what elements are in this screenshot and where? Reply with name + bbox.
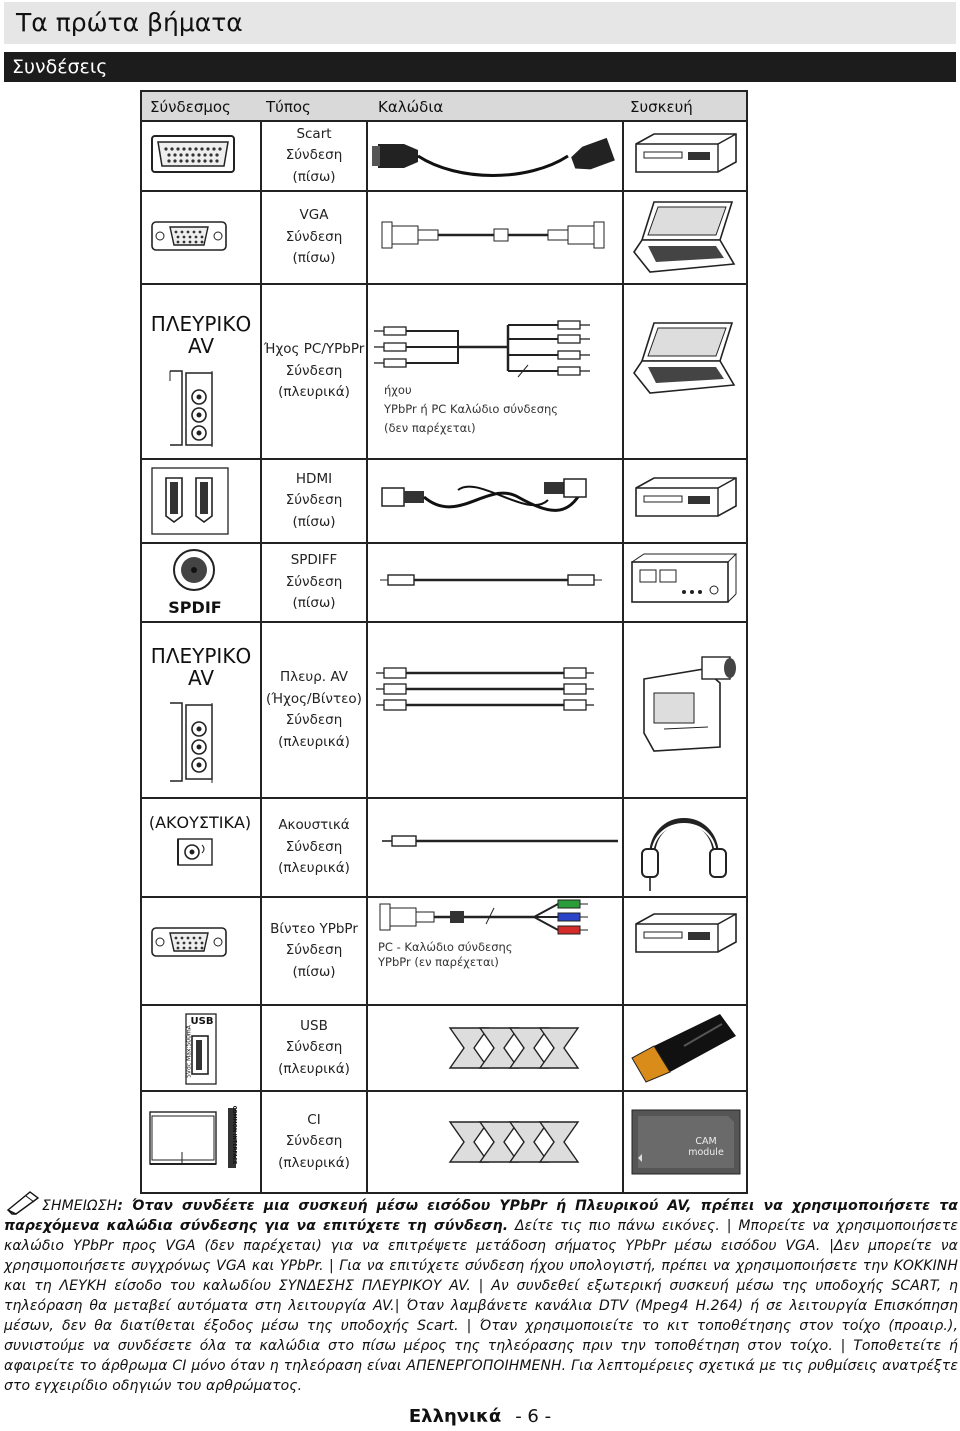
table-row-side-av (142, 623, 746, 797)
connector-cell (142, 1006, 260, 1090)
type-line: (πλευρικά) (278, 384, 350, 401)
laptop-icon (624, 192, 746, 283)
device-cell (624, 898, 746, 1004)
type-line: (πλευρικά) (278, 860, 350, 877)
cable-note-line: YPbPr (εν παρέχεται) (378, 955, 499, 969)
device-label-line: CAM (695, 1136, 717, 1147)
type-line: Scart (296, 125, 332, 142)
footer-language: Ελληνικά (408, 1406, 502, 1427)
type-line: Ήχος PC/YPbPr (263, 341, 365, 358)
usb-stick-icon (624, 1006, 746, 1090)
type-line: Σύνδεση (285, 1133, 343, 1150)
spdif-cable-icon (368, 544, 622, 621)
type-line: Σύνδεση (285, 147, 343, 164)
connector-sublabel: COMMON INTERFACE (231, 1105, 237, 1165)
connector-sublabel: 5Vdc Max:500mA (185, 1025, 193, 1078)
cable-note (378, 940, 513, 970)
device-cell (624, 623, 746, 797)
type-line: Σύνδεση (285, 492, 343, 509)
page-title-bar (4, 2, 956, 44)
type-line: Σύνδεση (285, 838, 343, 855)
cable-note (384, 381, 558, 438)
type-line: (Ήχος/Βίντεο) (266, 690, 362, 707)
table-row-hdmi (142, 460, 746, 542)
type-line: Σύνδεση (285, 942, 343, 959)
cable-cell (368, 1006, 622, 1090)
note-bold: : Όταν συνδέετε μια συσκευή μέσω εισόδου YPbPr ή Πλευρικού AV, πρέπει να χρησιμοποιήσετε τα παρεχόμενα καλώδια σύνδεσης για να επιτύχετε τη σύνδεση. (4, 1198, 958, 1234)
dvd-player-icon (624, 460, 746, 542)
camcorder-icon (624, 623, 746, 797)
type-line: CI (307, 1111, 321, 1128)
type-cell (262, 460, 366, 542)
type-line: (πίσω) (292, 595, 336, 612)
device-label-line: module (688, 1147, 724, 1158)
type-line: Ακουστικά (278, 817, 350, 834)
note-body: Δείτε τις πιο πάνω εικόνες. | Μπορείτε να χρησιμοποιήσετε καλώδιο YPbPr προς VGA (δεν παρέχεται) για να επιτρέψετε μετάδοση σήματος YPbPr μέσω εισόδου VGA. |Δεν μπορείτε να χρησιμοποιήσετε συγχρόνως VGA και YPbPr. | Για να επιτύχετε σύνδεση ήχου υπολογιστή, πρέπει να χρησιμοποιήσετε την ΚΟΚΚΙΝΗ και τη ΛΕΥΚΗ είσοδο του καλωδίου ΣΥΝΔΕΣΗΣ ΠΛΕΥΡΙΚΟΥ AV. | Αν συνδεθεί εξωτερική συσκευή μέσω της υποδοχής SCART, η τηλεόραση θα μεταβεί αυτόματα στη λειτουργία AV.| Όταν λαμβάνετε κανάλια DTV (Mpeg4 H.264) ή σε λειτουργία Επισκόπηση μέσων, δεν θα διατίθεται έξοδος μέσω της υποδοχής Scart. | Όταν χρησιμοποιείτε το κιτ τοποθέτησης στον τοίχο (προαιρ.), συνιστούμε να συνδέσετε όλα τα καλώδια στο πίσω μέρος της τηλεόρασης πριν την τοποθέτηση στον τοίχο. | Τοποθετείτε ή αφαιρείτε το άρθρωμα CI μόνο όταν η τηλεόραση είναι ΑΠΕΝΕΡΓΟΠΟΙΗΜΕΝΗ. Για λεπτομέρειες σχετικά με τις ρυθμίσεις ανατρέξτε στο εγχειρίδιο οδηγιών του αρθρώματος. (4, 1218, 958, 1394)
hdmi-ports-icon (142, 460, 260, 542)
vga-port-icon (142, 898, 260, 1004)
cable-note-line: ήχου (384, 383, 412, 397)
type-line: (πλευρικά) (278, 733, 350, 750)
type-line: (πλευρικά) (278, 1060, 350, 1077)
type-line: (πίσω) (292, 168, 336, 185)
type-line: VGA (299, 207, 329, 224)
type-line: Σύνδεση (285, 228, 343, 245)
av-rca-cable-icon (368, 623, 622, 797)
type-cell (262, 544, 366, 621)
type-line: Σύνδεση (285, 712, 343, 728)
laptop-icon (624, 285, 746, 458)
type-cell (262, 799, 366, 896)
connector-cell (142, 122, 260, 190)
connector-cell (142, 623, 260, 797)
page-footer (0, 1406, 960, 1427)
page-title: Τα πρώτα βήματα (16, 8, 243, 37)
device-cell (624, 285, 746, 458)
type-line: (πίσω) (292, 250, 336, 267)
cable-note-line: PC - Καλώδιο σύνδεσης (378, 940, 513, 954)
cable-cell (368, 898, 622, 1004)
vga-cable-icon (368, 192, 622, 283)
ci-slot-icon (142, 1092, 260, 1192)
header-cables: Καλώδια (378, 98, 444, 116)
cable-note-line: (δεν παρέχεται) (384, 421, 476, 435)
device-cell (624, 799, 746, 896)
cable-cell (368, 192, 622, 283)
scart-cable-icon (368, 122, 622, 190)
connector-cell (142, 544, 260, 621)
type-cell (262, 1092, 366, 1192)
dvd-player-icon (624, 122, 746, 190)
table-header (142, 92, 746, 122)
header-type: Τύπος (266, 98, 311, 116)
type-cell (262, 623, 366, 797)
type-line: Πλευρ. AV (279, 669, 348, 685)
cable-cell (368, 799, 622, 896)
type-line: HDMI (295, 470, 333, 487)
connections-table (140, 90, 748, 1194)
table-row-usb (142, 1006, 746, 1090)
table-row-vga (142, 192, 746, 283)
connector-cell (142, 898, 260, 1004)
connector-label: ΠΛΕΥΡΙΚΟ AV (150, 312, 252, 358)
connector-cell (142, 460, 260, 542)
type-cell (262, 192, 366, 283)
type-cell (262, 122, 366, 190)
section-bar (4, 52, 956, 82)
connector-cell (142, 285, 260, 458)
device-cell (624, 460, 746, 542)
cable-cell (368, 544, 622, 621)
header-device: Συσκευή (630, 98, 693, 116)
connector-label: (ΑΚΟΥΣΤΙΚΑ) (148, 813, 252, 832)
connector-label: ΠΛΕΥΡΙΚΟ AV (150, 644, 252, 690)
table-row-spdif (142, 544, 746, 621)
type-line: SPDIFF (290, 552, 338, 569)
device-label (676, 1136, 736, 1158)
table-row-ypbpr (142, 898, 746, 1004)
insert-arrows-icon (368, 1006, 622, 1090)
table-row-ci (142, 1092, 746, 1192)
type-line: Βίντεο YPbPr (270, 920, 358, 937)
cable-cell (368, 623, 622, 797)
type-line: (πίσω) (292, 513, 336, 530)
type-line: Σύνδεση (285, 362, 343, 379)
audio-amplifier-icon (624, 544, 746, 621)
headphone-plug-icon (368, 799, 622, 896)
type-line: Σύνδεση (285, 1039, 343, 1056)
device-cell (624, 1006, 746, 1090)
device-cell (624, 1092, 746, 1192)
hdmi-cable-icon (368, 460, 622, 542)
side-av-port-icon (142, 285, 260, 458)
table-row-pc-audio (142, 285, 746, 458)
table-row-scart (142, 122, 746, 190)
cable-note-line: YPbPr ή PC Καλώδιο σύνδεσης (384, 402, 559, 416)
header-connector: Σύνδεσμος (150, 98, 231, 116)
cable-cell (368, 285, 622, 458)
insert-arrows-icon (368, 1092, 622, 1192)
note-lead: ΣΗΜΕΙΩΣΗ (42, 1198, 118, 1214)
device-cell (624, 122, 746, 190)
connector-cell (142, 799, 260, 896)
headphones-icon (624, 799, 746, 896)
connector-label: USB (190, 1016, 214, 1027)
side-av-port-icon (142, 623, 260, 797)
type-cell (262, 898, 366, 1004)
connector-cell (142, 192, 260, 283)
connector-cell (142, 1092, 260, 1192)
cable-cell (368, 1092, 622, 1192)
type-line: Σύνδεση (285, 573, 343, 590)
device-cell (624, 192, 746, 283)
type-line: (πίσω) (292, 963, 336, 980)
type-cell (262, 285, 366, 458)
scart-port-icon (142, 122, 260, 190)
type-cell (262, 1006, 366, 1090)
note-paragraph (4, 1196, 958, 1396)
vga-port-icon (142, 192, 260, 283)
section-title: Συνδέσεις (12, 56, 108, 78)
device-cell (624, 544, 746, 621)
table-row-headphones (142, 799, 746, 896)
headphone-jack-icon (142, 799, 260, 896)
type-line: (πλευρικά) (278, 1154, 350, 1171)
connector-label: SPDIF (168, 598, 222, 617)
page-number: - 6 - (515, 1406, 552, 1427)
dvd-player-icon (624, 898, 746, 1004)
cable-cell (368, 122, 622, 190)
cable-cell (368, 460, 622, 542)
type-line: USB (300, 1017, 328, 1034)
